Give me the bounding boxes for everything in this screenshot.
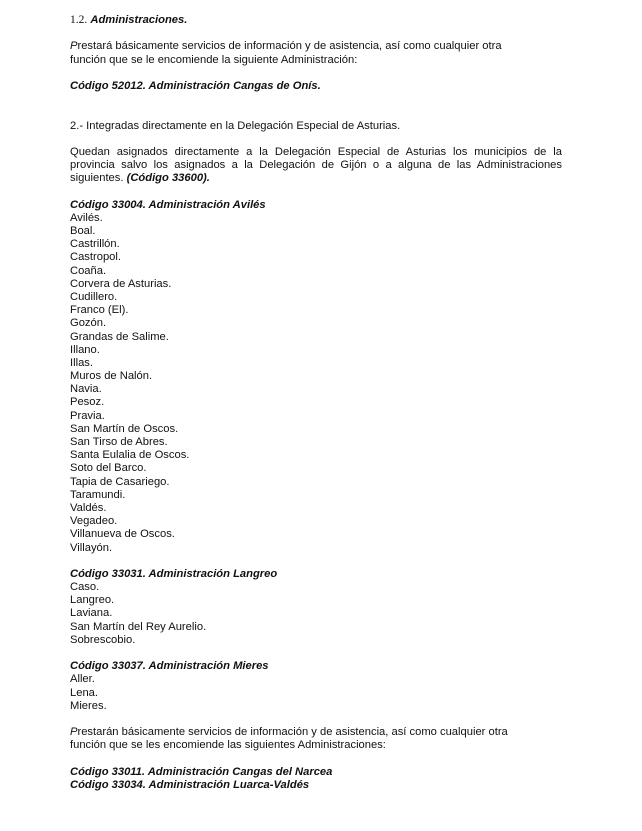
municipality-item: Laviana. [70,607,113,620]
municipality-item: Valdés. [70,501,107,514]
municipality-item: Villanueva de Oscos. [70,528,175,541]
administration-group [70,199,562,568]
municipality-item: Grandas de Salime. [70,330,169,343]
municipality-item: Boal. [70,225,96,237]
delegation-code: (Código 33600). [126,172,210,185]
municipality-item: Langreo. [70,594,115,607]
section-number: 1.2. [70,14,88,26]
municipality-item: San Martín de Oscos. [70,422,179,435]
administration-heading: Código 33004. Administración Avilés [70,198,266,211]
municipality-item: San Martín del Rey Aurelio. [70,620,207,633]
administration-group [70,660,562,713]
administration-heading: Código 33031. Administración Langreo [70,567,278,580]
document-page [70,14,562,792]
municipality-item: Corvera de Asturias. [70,277,172,290]
municipality-item: Navia. [70,383,102,396]
municipality-item: Muros de Nalón. [70,370,153,383]
section-heading [70,14,562,27]
municipality-item: Castrillón. [70,238,120,251]
municipality-item: Avilés. [70,211,103,224]
final-admin-heading: Código 33011. Administración Cangas del Narcea [70,765,333,778]
municipality-item: Franco (El). [70,304,129,317]
municipality-item: Coaña. [70,264,107,277]
part2-heading: 2.- Integradas directamente en la Delegación Especial de Asturias. [70,119,401,132]
municipality-item: Pesoz. [70,396,105,409]
municipality-item: Santa Eulalia de Oscos. [70,449,190,462]
municipality-item: Lena. [70,686,98,699]
administration-heading: Código 33037. Administración Mieres [70,660,269,673]
municipality-item: Illas. [70,356,94,369]
municipality-item: San Tirso de Abres. [70,436,168,448]
municipality-item: Aller. [70,673,95,686]
intro1-line2: función que se le encomiende la siguiente Administración: [70,53,358,66]
intro1-line1: Prestará básicamente servicios de información y de asistencia, así como cualquier otra [70,40,502,53]
municipality-item: Illano. [70,343,100,356]
administration-group [70,568,562,660]
municipality-item: Vegadeo. [70,515,118,528]
admin-onis-heading: Código 52012. Administración Cangas de Onís. [70,79,321,92]
part2-paragraph-line1: Quedan asignados directamente a la Delegación Especial de Asturias los municipios de la [70,145,562,158]
municipality-item: Tapia de Casariego. [70,475,170,488]
municipality-item: Villayón. [70,541,113,554]
municipality-item: Mieres. [70,699,107,712]
municipality-item: Castropol. [70,251,121,264]
municipality-item: Taramundi. [70,488,126,501]
municipality-item: Sobrescobio. [70,633,136,646]
municipality-item: Caso. [70,581,100,594]
municipality-item: Cudillero. [70,290,118,303]
administration-groups [70,199,562,713]
municipality-item: Pravia. [70,409,105,422]
municipality-item: Gozón. [70,317,107,330]
municipality-item: Soto del Barco. [70,462,147,475]
part2-paragraph-line2: provincia salvo los asignados a la Delegación de Gijón o a alguna de las Administraciones [70,159,562,172]
part2-paragraph-line3: siguientes. (Código 33600). [70,172,210,185]
intro2-line2: función que se les encomiende las siguientes Administraciones: [70,739,386,752]
final-admin-heading: Código 33034. Administración Luarca-Valdés [70,778,310,791]
section-title: Administraciones. [90,14,188,26]
intro2-line1: Prestarán básicamente servicios de información y de asistencia, así como cualquier otra [70,726,508,739]
